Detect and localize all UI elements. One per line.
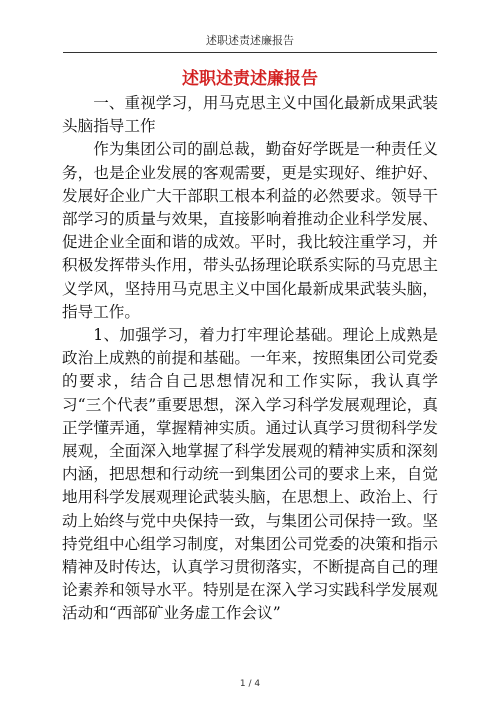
body-paragraph: 作为集团公司的副总裁，勤奋好学既是一种责任义务，也是企业发展的客观需要，更是实现好、维护好、发展好企业广大干部职工根本利益的必然要求。领导干部学习的质量与效果，直接影响着推动企业科学发展、促进企业全面和谐的成效。平时，我比较注重学习，并积极发挥带头作用，带头弘扬理论联系实际的马克思主义学风，坚持用马克思主义中国化最新成果武装头脑，指导工作。 <box>62 140 438 321</box>
document-body <box>62 92 438 626</box>
document-title: 述职述责述廉报告 <box>182 69 318 89</box>
header-divider <box>63 52 437 53</box>
body-paragraph: 1、加强学习，着力打牢理论基础。理论上成熟是政治上成熟的前提和基础。一年来，按照集团公司党委的要求，结合自己思想情况和工作实际，我认真学习“三个代表”重要思想，深入学习科学发展观理论，真正学懂弄通，掌握精神实质。通过认真学习贯彻科学发展观，全面深入地掌握了科学发展观的精神实质和深刻内涵，把思想和行动统一到集团公司的要求上来，自觉地用科学发展观理论武装头脑，在思想上、政治上、行动上始终与党中央保持一致，与集团公司保持一致。坚持党组中心组学习制度，对集团公司党委的决策和指示精神及时传达，认真学习贯彻落实，不断提高自己的理论素养和领导水平。特别是在深入学习实践科学发展观活动和“西部矿业务虚工作会议” <box>62 326 438 623</box>
page-number: 1 / 4 <box>239 679 261 689</box>
section-heading-paragraph: 一、重视学习，用马克思主义中国化最新成果武装头脑指导工作 <box>62 94 438 136</box>
running-header: 述职述责述廉报告 <box>206 34 294 47</box>
